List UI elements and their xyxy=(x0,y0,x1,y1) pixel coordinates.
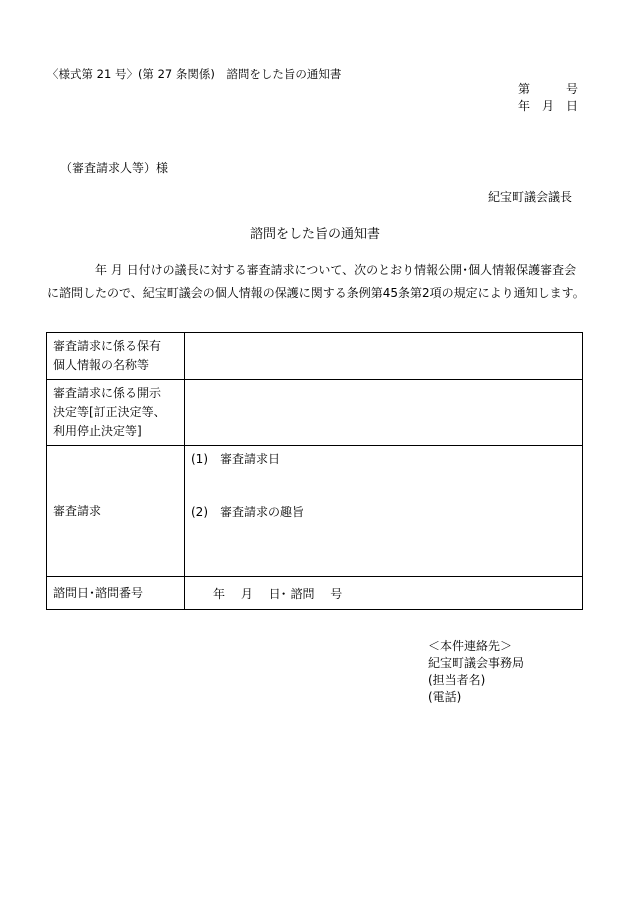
document-number-line: 第 号 xyxy=(517,82,578,96)
body-paragraph: 年 月 日付けの議長に対する審査請求について、次のとおり情報公開･個人情報保護審査会に諮問したので、紀宝町議会の個人情報の保護に関する条例第45条第2項の規定により通知します。 xyxy=(47,263,585,300)
table-row xyxy=(47,446,583,577)
row-value-personal-info xyxy=(185,333,583,380)
document-title: 諮問をした旨の通知書 xyxy=(249,227,380,242)
table-row xyxy=(47,577,583,610)
row-label-inquiry: 諮問日･諮問番号 xyxy=(47,577,185,610)
label-line: 個人情報の名称等 xyxy=(53,358,150,372)
contact-person: (担当者名) xyxy=(428,673,486,687)
document-date-line: 年 月 日 xyxy=(517,99,578,113)
table-row xyxy=(47,380,583,446)
label-line: 決定等[訂正決定等、 xyxy=(53,405,166,419)
contact-phone: (電話) xyxy=(428,690,462,704)
row-value-disclosure-decision xyxy=(185,380,583,446)
label-line: 審査請求に係る開示 xyxy=(53,386,162,400)
addressee: （審査請求人等）様 xyxy=(60,161,169,175)
notification-table xyxy=(46,332,583,610)
request-date-label: (1) 審査請求日 xyxy=(191,452,280,466)
contact-heading: ＜本件連絡先＞ xyxy=(428,639,513,653)
table-row xyxy=(47,333,583,380)
row-label-personal-info xyxy=(47,333,185,380)
label-line: 利用停止決定等] xyxy=(53,424,142,438)
sender: 紀宝町議会議長 xyxy=(487,190,572,204)
contact-office: 紀宝町議会事務局 xyxy=(428,656,525,670)
row-label-disclosure-decision xyxy=(47,380,185,446)
request-purpose-label: (2) 審査請求の趣旨 xyxy=(191,505,304,519)
contact-block xyxy=(428,638,524,706)
form-number-title: 〈様式第 21 号〉(第 27 条関係) 諮問をした旨の通知書 xyxy=(47,67,342,81)
label-line: 審査請求に係る保有 xyxy=(53,339,162,353)
row-label-request: 審査請求 xyxy=(47,446,185,577)
row-value-request xyxy=(185,446,583,577)
row-value-inquiry: 年 月 日･ 諮問 号 xyxy=(185,577,583,610)
